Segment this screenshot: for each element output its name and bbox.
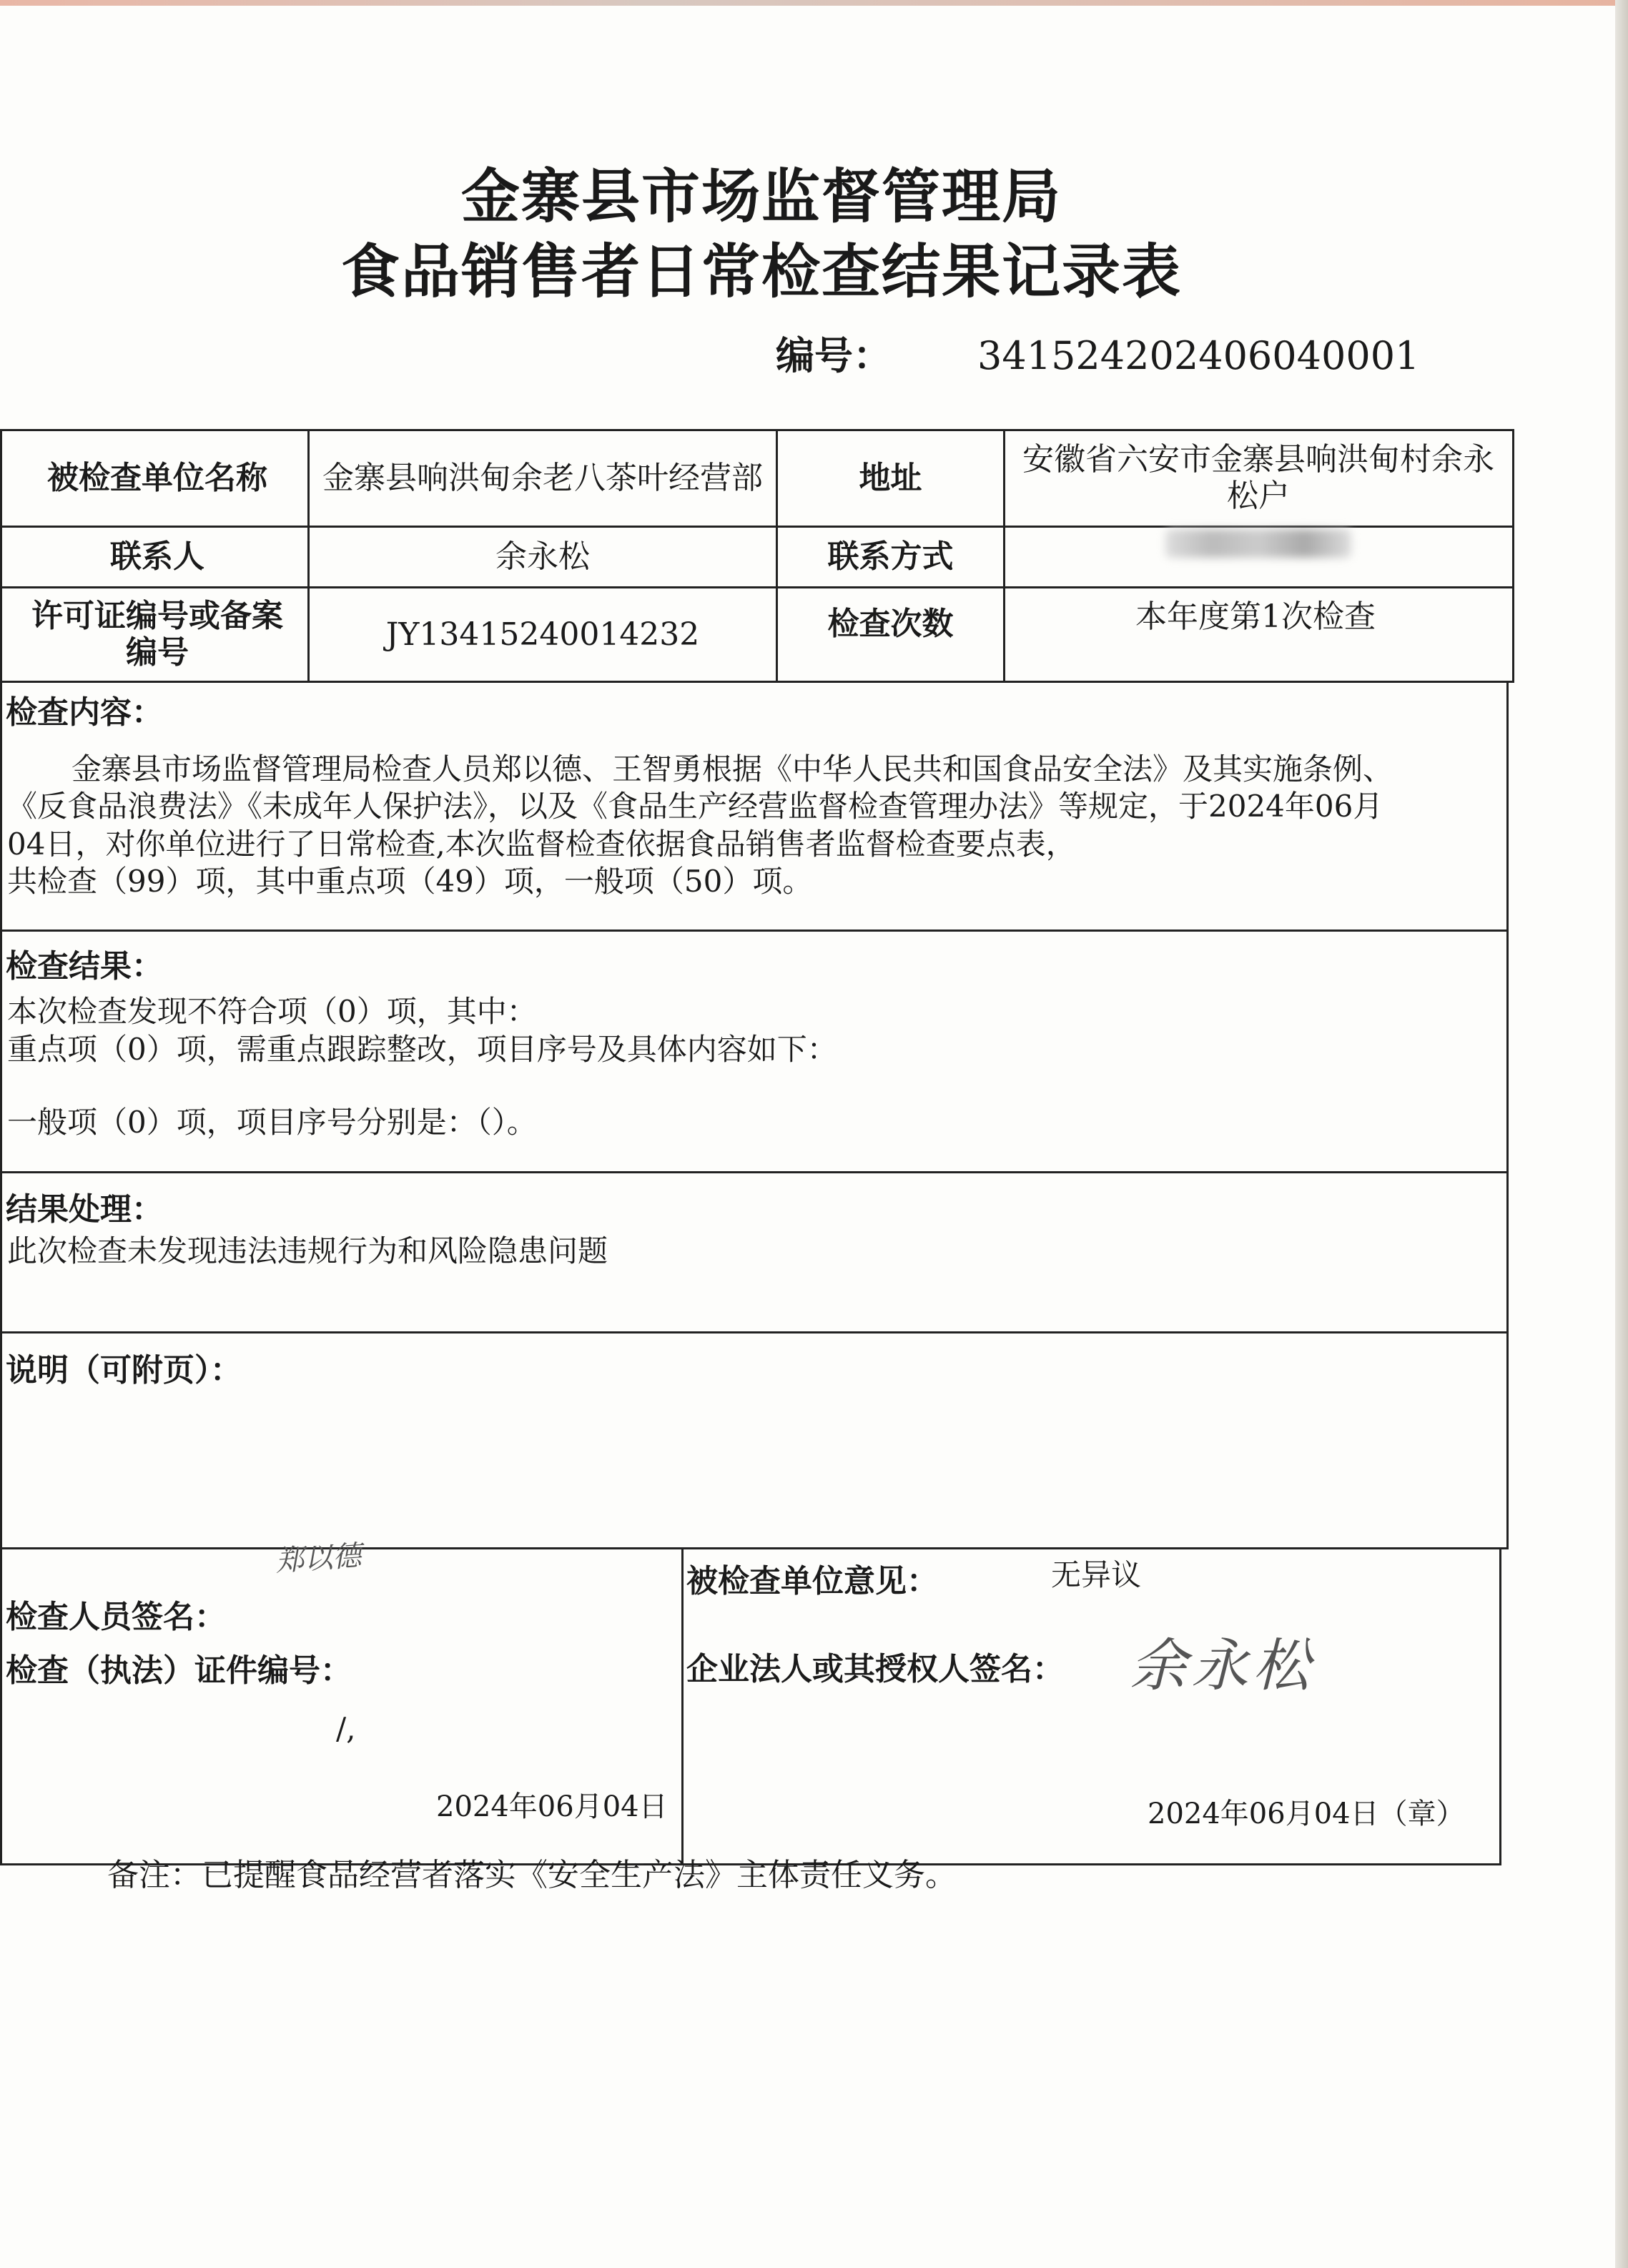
result-heading: 检查结果： xyxy=(6,948,163,985)
inspector-sign-label: 检查人员签名： xyxy=(6,1599,226,1635)
address-label: 地址 xyxy=(859,459,922,496)
title-line2: 食品销售者日常检查结果记录表 xyxy=(340,237,1182,306)
license-value: JY13415240014232 xyxy=(385,616,700,653)
legal-sign-label: 企业法人或其授权人签名： xyxy=(686,1651,1064,1687)
title-line1: 金寨县市场监督管理局 xyxy=(460,162,1062,231)
count-label: 检查次数 xyxy=(827,605,954,642)
contact-value: 余永松 xyxy=(495,538,590,575)
unit-opinion-label: 被检查单位意见： xyxy=(686,1563,938,1599)
content-line3: 04日，对你单位进行了日常检查,本次监督检查依据食品销售者监督检查要点表， xyxy=(7,827,1076,862)
phone-label: 联系方式 xyxy=(827,538,954,575)
page-right-edge xyxy=(1615,0,1628,2268)
serial-number xyxy=(776,325,1419,380)
notes-heading: 说明（可附页）： xyxy=(6,1352,242,1389)
inspector-signature: 郑以德 xyxy=(274,1539,362,1579)
unit-opinion-value: 无异议 xyxy=(1051,1557,1142,1592)
unit-date: 2024年06月04日（章） xyxy=(1148,1798,1465,1830)
legal-signature: 余永松 xyxy=(1130,1632,1314,1699)
result-line3: 一般项（0）项，项目序号分别是：（）。 xyxy=(7,1105,537,1140)
count-value: 本年度第1次检查 xyxy=(1135,598,1376,635)
page-top-edge xyxy=(0,0,1628,6)
footer-remark: 备注：已提醒食品经营者落实《安全生产法》主体责任义务。 xyxy=(107,1857,957,1893)
handling-heading: 结果处理： xyxy=(6,1191,163,1228)
content-heading: 检查内容： xyxy=(6,694,163,731)
address-value: 安徽省六安市金寨县响洪甸村余永松户 xyxy=(1022,441,1494,514)
handling-text: 此次检查未发现违法违规行为和风险隐患问题 xyxy=(7,1233,608,1268)
unit-name-label: 被检查单位名称 xyxy=(47,459,267,496)
cert-number-label: 检查（执法）证件编号： xyxy=(6,1652,352,1689)
content-line4: 共检查（99）项，其中重点项（49）项，一般项（50）项。 xyxy=(7,864,813,899)
contact-label: 联系人 xyxy=(110,538,204,575)
result-line1: 本次检查发现不符合项（0）项，其中： xyxy=(7,994,537,1029)
result-line2: 重点项（0）项，需重点跟踪整改，项目序号及具体内容如下： xyxy=(7,1032,837,1067)
serial-value: 341524202406040001 xyxy=(977,333,1420,378)
license-label: 许可证编号或备案编号 xyxy=(31,598,283,671)
cert-number-mark: /, xyxy=(336,1711,356,1746)
content-line2: 《反食品浪费法》《未成年人保护法》，以及《食品生产经营监督检查管理办法》等规定，于2024年06月 xyxy=(7,789,1383,824)
unit-name-value: 金寨县响洪甸余老八茶叶经营部 xyxy=(322,459,763,496)
content-line1: 金寨县市场监督管理局检查人员郑以德、王智勇根据《中华人民共和国食品安全法》及其实施条例、 xyxy=(71,751,1393,787)
phone-value-redacted xyxy=(1165,529,1351,558)
inspector-date: 2024年06月04日 xyxy=(436,1790,668,1823)
serial-label: 编号： xyxy=(776,332,892,378)
